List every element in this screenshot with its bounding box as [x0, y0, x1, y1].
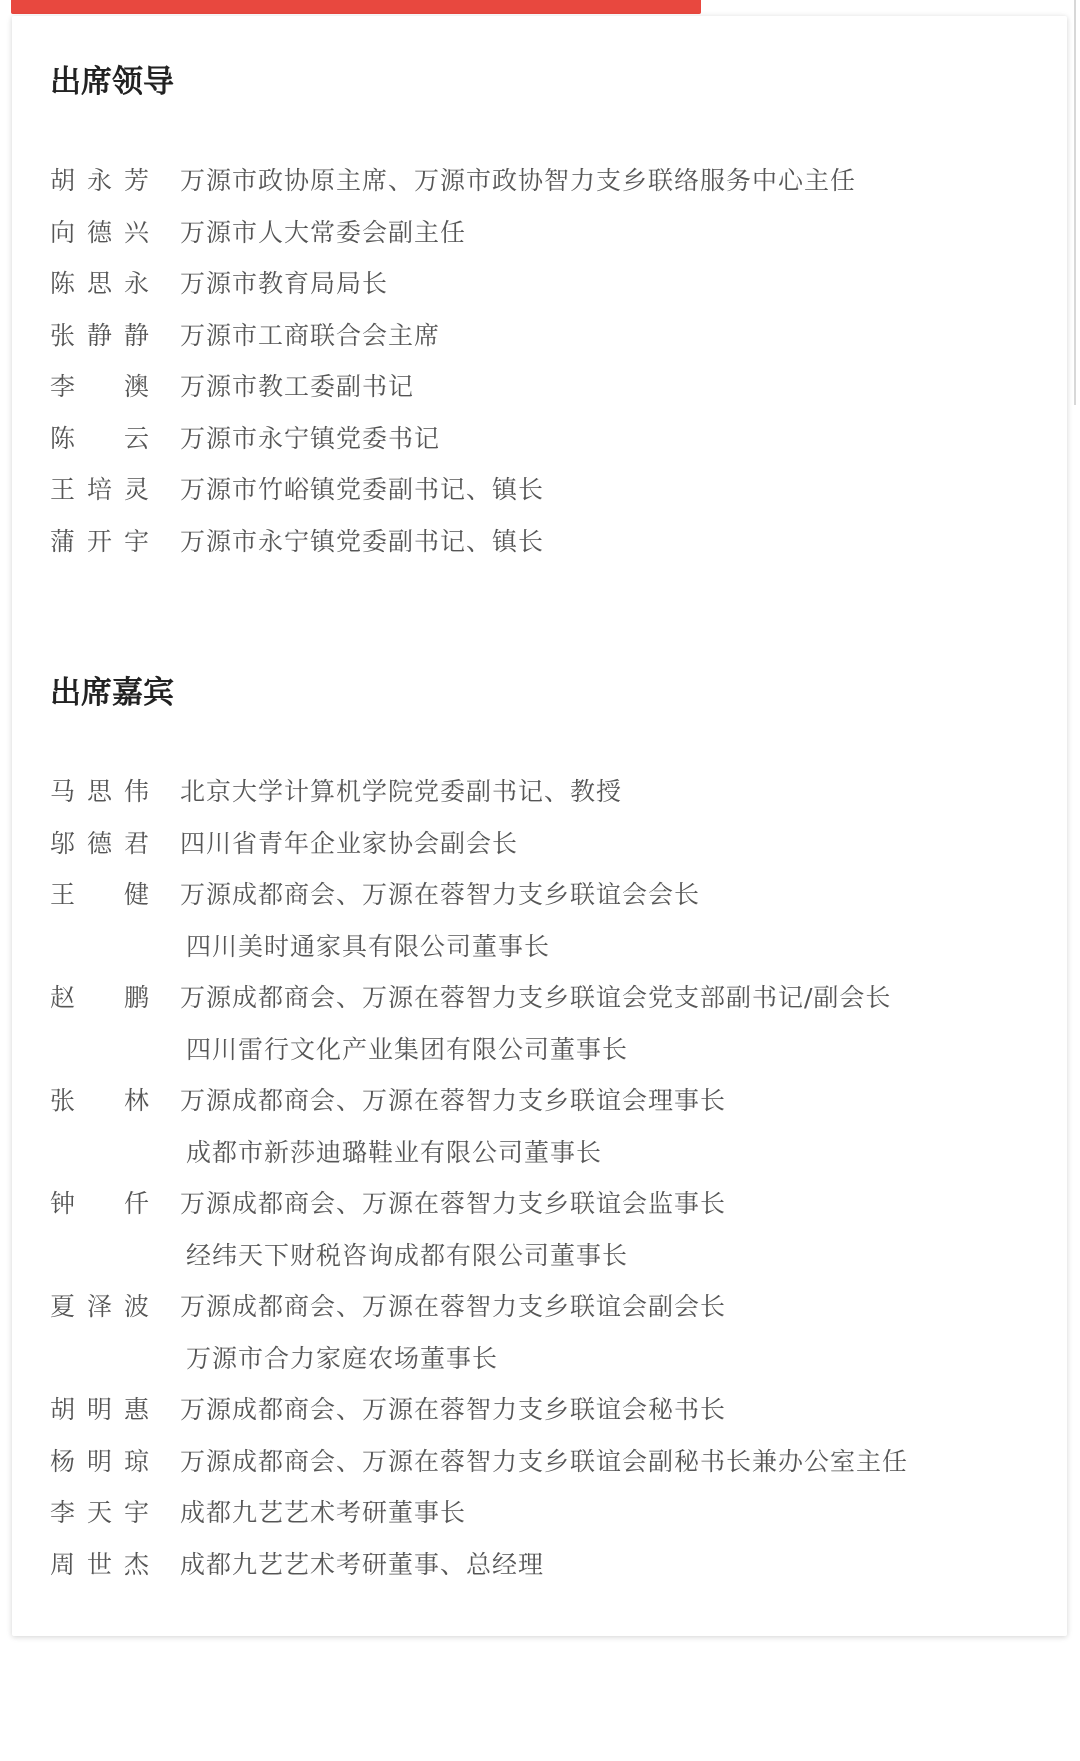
- person-name: 胡明惠: [50, 1395, 150, 1424]
- person-title: 万源市竹峪镇党委副书记、镇长: [180, 475, 545, 504]
- guest-row: [50, 766, 1040, 818]
- person-name: 王健: [50, 880, 150, 909]
- leader-row: [50, 516, 1040, 568]
- leader-row: [50, 155, 1040, 207]
- person-name: 杨明琼: [50, 1446, 150, 1476]
- guest-row: [50, 1178, 1040, 1230]
- guest-row: [50, 1539, 1040, 1591]
- person-title: 万源市工商联合会主席: [180, 320, 441, 350]
- person-title: 成都九艺艺术考研董事、总经理: [180, 1549, 545, 1579]
- leader-row: [50, 258, 1040, 310]
- person-name: 陈云: [50, 423, 150, 453]
- guest-row: [50, 1384, 1040, 1436]
- guest-row-continuation: [50, 1127, 1040, 1179]
- guest-row-continuation: [50, 1024, 1040, 1076]
- person-title: 万源成都商会、万源在蓉智力支乡联谊会秘书长: [180, 1395, 727, 1424]
- person-title: 四川省青年企业家协会副会长: [180, 828, 519, 858]
- person-name: 钟仟: [50, 1189, 150, 1218]
- guest-row-continuation: [50, 1230, 1040, 1282]
- guest-row: [50, 1075, 1040, 1127]
- person-title: 万源成都商会、万源在蓉智力支乡联谊会理事长: [180, 1086, 727, 1115]
- person-name: 李天宇: [50, 1498, 150, 1527]
- person-title: 成都九艺艺术考研董事长: [180, 1498, 467, 1527]
- person-name: 张静静: [50, 320, 150, 350]
- person-name: 李澳: [50, 372, 150, 401]
- person-title: 万源成都商会、万源在蓉智力支乡联谊会党支部副书记/副会长: [180, 983, 892, 1012]
- person-name: 胡永芳: [50, 166, 150, 195]
- guest-row: [50, 1436, 1040, 1488]
- guest-row-continuation: [50, 921, 1040, 973]
- leader-row: [50, 464, 1040, 516]
- person-title: 万源市教工委副书记: [180, 372, 415, 401]
- leaders-section: [50, 60, 1040, 567]
- person-title: 万源市永宁镇党委书记: [180, 423, 441, 453]
- leader-row: [50, 310, 1040, 362]
- person-title: 经纬天下财税咨询成都有限公司董事长: [186, 1240, 629, 1270]
- person-title: 万源成都商会、万源在蓉智力支乡联谊会会长: [180, 880, 701, 909]
- person-title: 万源市合力家庭农场董事长: [186, 1343, 499, 1373]
- person-title: 成都市新莎迪璐鞋业有限公司董事长: [186, 1137, 603, 1167]
- leaders-heading: 出席领导: [50, 64, 174, 100]
- person-name: 赵鹏: [50, 983, 150, 1012]
- person-title: 万源市教育局局长: [180, 269, 389, 298]
- person-name: 周世杰: [50, 1549, 150, 1579]
- person-title: 万源市永宁镇党委副书记、镇长: [180, 526, 545, 556]
- person-title: 万源市人大常委会副主任: [180, 217, 467, 247]
- guest-row: [50, 818, 1040, 870]
- person-name: 向德兴: [50, 217, 150, 247]
- guests-section: [50, 671, 1040, 1590]
- person-title: 万源市政协原主席、万源市政协智力支乡联络服务中心主任: [180, 166, 857, 195]
- person-title: 四川雷行文化产业集团有限公司董事长: [186, 1034, 629, 1064]
- person-name: 张林: [50, 1086, 150, 1115]
- person-name: 马思伟: [50, 777, 150, 806]
- leader-row: [50, 361, 1040, 413]
- guest-row: [50, 972, 1040, 1024]
- scrollbar[interactable]: [1074, 0, 1076, 405]
- person-title: 四川美时通家具有限公司董事长: [186, 931, 551, 961]
- guest-row: [50, 1281, 1040, 1333]
- person-title: 万源成都商会、万源在蓉智力支乡联谊会副秘书长兼办公室主任: [180, 1446, 909, 1476]
- guests-list: [50, 766, 1040, 1590]
- guest-row: [50, 1487, 1040, 1539]
- person-name: 邬德君: [50, 828, 150, 858]
- person-title: 北京大学计算机学院党委副书记、教授: [180, 777, 623, 806]
- person-name: 陈思永: [50, 269, 150, 298]
- person-title: 万源成都商会、万源在蓉智力支乡联谊会监事长: [180, 1189, 727, 1218]
- person-name: 夏泽波: [50, 1292, 150, 1321]
- person-name: 蒲开宇: [50, 526, 150, 556]
- leader-row: [50, 413, 1040, 465]
- person-name: 王培灵: [50, 475, 150, 504]
- person-title: 万源成都商会、万源在蓉智力支乡联谊会副会长: [180, 1292, 727, 1321]
- reading-progress-bar: [11, 0, 701, 14]
- guest-row: [50, 869, 1040, 921]
- leader-row: [50, 207, 1040, 259]
- leaders-list: [50, 155, 1040, 567]
- guest-row-continuation: [50, 1333, 1040, 1385]
- attendee-card: [12, 16, 1067, 1636]
- guests-heading: 出席嘉宾: [50, 675, 174, 711]
